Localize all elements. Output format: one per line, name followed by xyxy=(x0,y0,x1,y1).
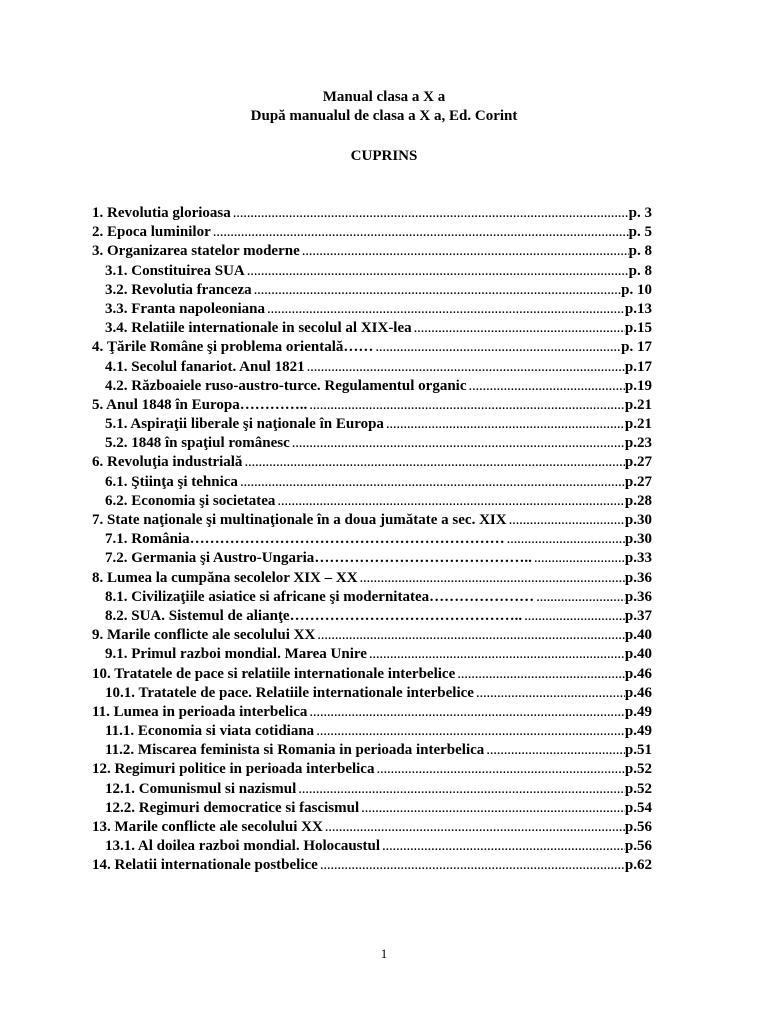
toc-entry-title: 6.1. Ştiinţa şi tehnica xyxy=(105,473,238,490)
toc-entry xyxy=(92,377,652,396)
toc-entry-ellipsis: ………………… xyxy=(429,588,535,605)
toc-entry-title: 6.2. Economia şi societatea xyxy=(105,492,276,509)
toc-dot-leader xyxy=(507,511,625,530)
toc-entry xyxy=(92,492,652,511)
toc-entry-title: 4. Ţările Române şi problema orientală xyxy=(92,339,344,356)
toc-entry xyxy=(92,799,652,818)
toc-entry xyxy=(92,684,652,703)
toc-entry xyxy=(92,722,652,741)
toc-entry-page: p.52 xyxy=(624,780,652,797)
toc-entry-title: 12.1. Comunismul si nazismul xyxy=(105,780,297,797)
toc-dot-leader xyxy=(522,607,625,626)
toc-entry-title: 12. Regimuri politice in perioada interbelica xyxy=(92,761,375,778)
toc-dot-leader xyxy=(231,204,629,223)
toc-dot-leader xyxy=(373,338,621,357)
toc-entry-ellipsis: …………………………………….. xyxy=(314,550,532,567)
toc-entry-page: p.37 xyxy=(624,607,652,624)
toc-entry xyxy=(92,338,652,357)
toc-dot-leader xyxy=(307,396,625,415)
toc-dot-leader xyxy=(300,242,629,261)
toc-dot-leader xyxy=(323,818,625,837)
toc-entry-page: p. 8 xyxy=(628,243,652,260)
toc-entry xyxy=(92,588,652,607)
toc-entry-page: p.21 xyxy=(624,396,652,413)
toc-entry-page: p.27 xyxy=(624,454,652,471)
toc-entry xyxy=(92,741,652,760)
toc-entry-page: p.30 xyxy=(624,531,652,548)
toc-dot-leader xyxy=(245,262,629,281)
toc-entry xyxy=(92,223,652,242)
toc-entry-title: 3.3. Franta napoleoniana xyxy=(105,300,266,317)
toc-dot-leader xyxy=(238,473,625,492)
toc-entry-ellipsis: …… xyxy=(343,339,374,356)
toc-entry xyxy=(92,415,652,434)
toc-entry xyxy=(92,473,652,492)
toc-entry xyxy=(92,645,652,664)
toc-dot-leader xyxy=(290,434,625,453)
toc-entry-title: 3.2. Revolutia franceza xyxy=(105,281,252,298)
toc-entry-page: p.30 xyxy=(624,512,652,528)
toc-entry xyxy=(92,665,652,684)
toc-entry-page: p.52 xyxy=(624,761,652,778)
toc-entry xyxy=(92,242,652,261)
toc-entry-title: 3. Organizarea statelor moderne xyxy=(92,243,300,260)
toc-entry-title: 3.4. Relatiile internationale in secolul al XIX-lea xyxy=(105,320,412,337)
toc-dot-leader xyxy=(412,319,625,338)
toc-entry xyxy=(92,300,652,319)
toc-dot-leader xyxy=(474,684,625,703)
toc-entry-page: p.56 xyxy=(624,838,652,855)
toc-entry-title: 1. Revolutia glorioasa xyxy=(92,205,231,221)
toc-entry-page: p. 3 xyxy=(628,205,652,221)
toc-entry-title: 2. Epoca luminilor xyxy=(92,224,211,241)
toc-dot-leader xyxy=(367,645,625,664)
toc-entry-title: 5.2. 1848 în spaţiul românesc xyxy=(105,435,290,452)
toc-entry-page: p. 5 xyxy=(628,224,652,241)
toc-entry-page: p. 10 xyxy=(621,281,652,298)
toc-entry-title: 3.1. Constituirea SUA xyxy=(105,262,245,279)
toc-dot-leader xyxy=(384,415,625,434)
toc-entry-title: 5. Anul 1848 în Europa xyxy=(92,396,240,413)
toc-entry-title: 8.2. SUA. Sistemul de alianţe xyxy=(105,607,290,624)
toc-entry xyxy=(92,780,652,799)
toc-entry xyxy=(92,837,652,856)
toc-entry-title: 9. Marile conflicte ale secolului XX xyxy=(92,627,316,644)
toc-dot-leader xyxy=(305,358,625,377)
page-number: 1 xyxy=(380,946,388,961)
toc-dot-leader xyxy=(467,377,625,396)
toc-entry-page: p.28 xyxy=(624,492,652,509)
toc-entry-title: 9.1. Primul razboi mondial. Marea Unire xyxy=(105,646,367,663)
toc-dot-leader xyxy=(358,569,625,588)
toc-entry xyxy=(92,530,652,549)
toc-entry-title: 4.1. Secolul fanariot. Anul 1821 xyxy=(105,358,305,375)
toc-entry-page: p.46 xyxy=(624,684,652,701)
toc-entry xyxy=(92,319,652,338)
toc-entry xyxy=(92,358,652,377)
toc-entry-title: 6. Revoluţia industrială xyxy=(92,454,243,471)
toc-dot-leader xyxy=(307,703,624,722)
toc-entry xyxy=(92,549,652,568)
toc-entry-page: p.17 xyxy=(624,358,652,375)
toc-dot-leader xyxy=(505,530,625,549)
toc-entry xyxy=(92,453,652,472)
toc-entry-page: p.23 xyxy=(624,435,652,452)
document-subtitle: După manualul de clasa a X a, Ed. Corint xyxy=(250,108,518,124)
toc-dot-leader xyxy=(380,837,625,856)
toc-entry-page: p.40 xyxy=(624,627,652,644)
toc-entry xyxy=(92,204,652,223)
toc-entry-title: 12.2. Regimuri democratice si fascismul xyxy=(105,799,360,816)
toc-entry-page: p.27 xyxy=(624,473,652,490)
toc-entry xyxy=(92,511,652,530)
toc-entry-page: p.19 xyxy=(624,377,652,394)
toc-entry-title: 4.2. Războaiele ruso-austro-turce. Regulamentul organic xyxy=(105,377,467,394)
toc-entry-title: 13.1. Al doilea razboi mondial. Holocaustul xyxy=(105,838,381,855)
toc-entry-ellipsis: ………….. xyxy=(239,396,308,413)
toc-entry-ellipsis: ……………………………………………………… xyxy=(189,531,505,548)
toc-dot-leader xyxy=(314,722,625,741)
toc-entry-page: p.51 xyxy=(624,742,652,759)
toc-dot-leader xyxy=(296,780,625,799)
toc-entry-title: 11.2. Miscarea feminista si Romania in perioada interbelica xyxy=(105,742,485,759)
toc-dot-leader xyxy=(252,281,622,300)
toc-entry xyxy=(92,626,652,645)
toc-entry xyxy=(92,856,652,875)
toc-entry-page: p.49 xyxy=(624,723,652,740)
toc-dot-leader xyxy=(318,856,625,875)
toc-entry-title: 13. Marile conflicte ale secolului XX xyxy=(92,819,323,835)
toc-entry-page: p.40 xyxy=(624,646,652,663)
toc-entry-title: 10. Tratatele de pace si relatiile internationale interbelice xyxy=(92,665,456,682)
toc-entry xyxy=(92,703,652,722)
toc-entry-title: 7.1. România xyxy=(105,531,190,548)
toc-entry-title: 11. Lumea in perioada interbelica xyxy=(92,703,308,720)
toc-entry-title: 7. State naţionale şi multinaţionale în a doua jumătate a sec. XIX xyxy=(92,512,507,528)
toc-entry-page: p.46 xyxy=(624,665,652,682)
toc-dot-leader xyxy=(275,492,625,511)
toc-entry-page: p.33 xyxy=(624,550,652,567)
toc-entry xyxy=(92,396,652,415)
toc-entry-page: p.36 xyxy=(624,569,652,586)
toc-dot-leader xyxy=(534,588,625,607)
toc-dot-leader xyxy=(242,453,624,472)
toc-entry-title: 5.1. Aspiraţii liberale şi naţionale în Europa xyxy=(105,416,384,433)
toc-dot-leader xyxy=(455,665,625,684)
toc-dot-leader xyxy=(532,549,625,568)
toc-dot-leader xyxy=(484,741,625,760)
document-title: Manual clasa a X a xyxy=(322,89,446,105)
toc-entry-page: p.56 xyxy=(624,819,652,835)
toc-entry-page: p. 17 xyxy=(621,339,652,356)
toc-entry xyxy=(92,434,652,453)
toc-entry-page: p.36 xyxy=(624,588,652,605)
toc-entry-page: p.13 xyxy=(624,300,652,317)
table-of-contents xyxy=(92,204,652,876)
toc-dot-leader xyxy=(359,799,625,818)
toc-entry-page: p.62 xyxy=(624,857,652,874)
toc-entry-page: p.54 xyxy=(624,799,652,816)
toc-entry-page: p.15 xyxy=(624,320,652,337)
toc-entry xyxy=(92,281,652,300)
toc-entry-title: 8.1. Civilizaţiile asiatice si africane şi modernitatea xyxy=(105,588,430,605)
toc-entry-page: p. 8 xyxy=(628,262,652,279)
toc-entry-title: 7.2. Germania şi Austro-Ungaria xyxy=(105,550,315,567)
toc-dot-leader xyxy=(374,760,624,779)
toc-entry xyxy=(92,760,652,779)
toc-entry-title: 8. Lumea la cumpăna secolelor XIX – XX xyxy=(92,569,358,586)
toc-entry xyxy=(92,607,652,626)
toc-entry-title: 14. Relatii internationale postbelice xyxy=(92,857,318,874)
toc-entry xyxy=(92,262,652,281)
toc-entry-page: p.21 xyxy=(624,416,652,433)
toc-entry-title: 10.1. Tratatele de pace. Relatiile internationale interbelice xyxy=(105,684,474,701)
toc-entry xyxy=(92,569,652,588)
toc-dot-leader xyxy=(211,223,629,242)
toc-entry-ellipsis: ……………………………………….. xyxy=(289,607,523,624)
toc-dot-leader xyxy=(265,300,625,319)
contents-heading: CUPRINS xyxy=(350,148,418,164)
toc-entry-page: p.49 xyxy=(624,703,652,720)
toc-entry xyxy=(92,818,652,837)
toc-entry-title: 11.1. Economia si viata cotidiana xyxy=(105,723,315,740)
toc-dot-leader xyxy=(315,626,625,645)
